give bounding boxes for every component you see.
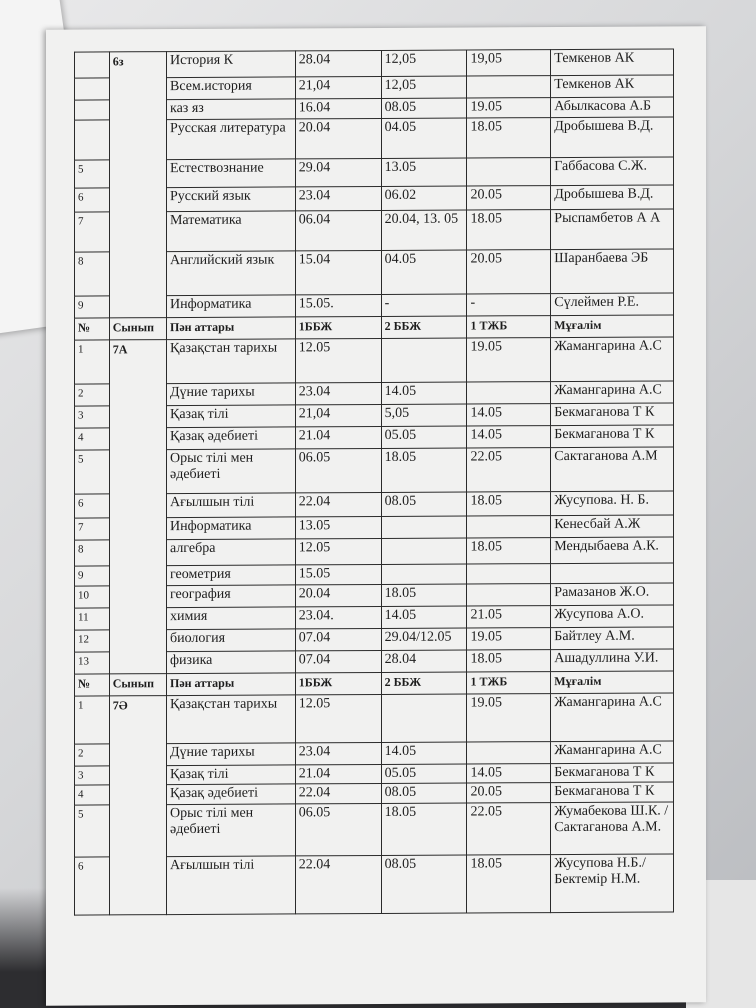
date-1tzhb-cell [467, 158, 551, 186]
subject-cell: Русский язык [166, 187, 295, 212]
subject-cell: Қазақ әдебиеті [166, 784, 295, 805]
teacher-cell: Абылкасова А.Б [551, 97, 674, 118]
date-1bbzh-cell: 28.04 [295, 50, 381, 76]
date-1bbzh-cell: 06.05 [295, 448, 381, 492]
row-number: 11 [75, 608, 110, 630]
subject-cell: химия [166, 607, 295, 630]
date-1tzhb-cell: 14.05 [467, 764, 551, 783]
header-cell: 1 ТЖБ [467, 672, 551, 694]
date-1bbzh-cell: 15.05. [295, 294, 381, 316]
teacher-cell: Дробышева В.Д. [551, 185, 674, 210]
date-1tzhb-cell: 20.05 [467, 783, 551, 803]
date-1bbzh-cell: 15.04 [295, 250, 381, 294]
teacher-cell: Дробышева В.Д. [551, 117, 674, 158]
date-1bbzh-cell: 12.05 [295, 338, 381, 382]
table-header-row [75, 315, 674, 340]
date-1tzhb-cell: - [467, 294, 551, 316]
teacher-cell: Жамангарина А.С [551, 693, 674, 742]
date-2bbzh-cell: 28.04 [381, 650, 467, 672]
date-1tzhb-cell [467, 584, 551, 606]
date-1bbzh-cell: 21.04 [295, 764, 381, 783]
header-cell: 1ББЖ [295, 672, 381, 694]
date-1bbzh-cell: 21,04 [295, 76, 381, 98]
date-2bbzh-cell: 05.05 [381, 764, 467, 783]
row-number: 3 [75, 406, 110, 428]
table-row [75, 49, 674, 78]
subject-cell: Естествознание [166, 159, 295, 188]
date-1bbzh-cell: 12.05 [295, 694, 381, 742]
subject-cell: биология [166, 629, 295, 652]
date-1tzhb-cell: 20.05 [467, 186, 551, 210]
date-2bbzh-cell: 08.05 [381, 855, 467, 913]
header-cell: 2 ББЖ [381, 316, 467, 338]
row-number: 6 [75, 494, 110, 518]
date-1bbzh-cell: 22.04 [295, 855, 381, 913]
subject-cell: Орыс тілі мен әдебиеті [166, 449, 295, 494]
subject-cell: Қазақ тілі [166, 765, 295, 785]
date-2bbzh-cell: 5,05 [381, 404, 467, 426]
subject-cell: Қазақ әдебиеті [166, 427, 295, 450]
row-number [75, 120, 110, 160]
subject-cell: Информатика [166, 517, 295, 540]
subject-cell: Дүние тарихы [166, 743, 295, 766]
teacher-cell: Габбасова С.Ж. [551, 157, 674, 186]
subject-cell: Ағылшын тілі [166, 856, 295, 915]
date-1tzhb-cell: 22.05 [467, 803, 551, 855]
date-1bbzh-cell: 06.04 [295, 210, 381, 250]
date-1tzhb-cell: 18.05 [467, 492, 551, 516]
teacher-cell: Байтлеу А.М. [551, 627, 674, 650]
subject-cell: Всем.история [166, 77, 295, 100]
row-number: 9 [75, 296, 110, 318]
row-number: 5 [75, 805, 110, 857]
row-number: 1 [75, 340, 110, 384]
date-2bbzh-cell: 14.05 [381, 606, 467, 628]
date-1tzhb-cell [467, 382, 551, 404]
date-1bbzh-cell: 21,04 [295, 404, 381, 426]
row-number: 5 [75, 160, 110, 188]
date-1bbzh-cell: 22.04 [295, 783, 381, 803]
date-1tzhb-cell: 22.05 [467, 448, 551, 492]
teacher-cell: Жумабекова Ш.К. / Сактаганова А.М. [551, 802, 674, 855]
schedule-table [74, 48, 674, 915]
row-number: 7 [75, 212, 110, 252]
class-cell: 7Ә [109, 696, 166, 915]
date-2bbzh-cell: 04.05 [381, 250, 467, 294]
teacher-cell: Кенесбай А.Ж [551, 515, 674, 538]
date-1tzhb-cell [467, 516, 551, 538]
header-cell: Мұғалім [551, 315, 674, 338]
date-2bbzh-cell: 14.05 [381, 382, 467, 404]
date-1bbzh-cell: 06.05 [295, 803, 381, 855]
teacher-cell: Жамангарина А.С [551, 381, 674, 404]
date-1bbzh-cell: 20.04 [295, 118, 381, 158]
date-1tzhb-cell: 18.05 [467, 118, 551, 158]
teacher-cell: Жусупова Н.Б./Бектемір Н.М. [551, 854, 674, 913]
date-2bbzh-cell: 20.04, 13. 05 [381, 210, 467, 250]
date-2bbzh-cell [381, 564, 467, 584]
subject-cell: Дүние тарихы [166, 383, 295, 406]
date-2bbzh-cell: 08.05 [381, 783, 467, 803]
date-1bbzh-cell: 16.04 [295, 98, 381, 118]
teacher-cell: Темкенов АК [551, 75, 674, 98]
date-1tzhb-cell: 18.05 [467, 210, 551, 250]
row-number [75, 52, 110, 78]
date-2bbzh-cell: 29.04/12.05 [381, 628, 467, 650]
header-cell: Сынып [109, 318, 166, 340]
teacher-cell: Жусупова А.О. [551, 605, 674, 628]
date-1tzhb-cell: 19,05 [467, 50, 551, 76]
row-number: 13 [75, 652, 110, 674]
date-1tzhb-cell: 14.05 [467, 404, 551, 426]
date-1tzhb-cell: 20.05 [467, 250, 551, 294]
teacher-cell: Бекмаганова Т К [551, 425, 674, 448]
table-row [75, 337, 674, 384]
subject-cell: Қазақстан тарихы [166, 695, 295, 744]
date-2bbzh-cell: 08.05 [381, 492, 467, 516]
subject-cell: История К [166, 51, 295, 78]
subject-cell: каз яз [166, 99, 295, 120]
date-1tzhb-cell [467, 742, 551, 764]
date-1tzhb-cell: 19.05 [467, 694, 551, 742]
date-2bbzh-cell: 08.05 [381, 98, 467, 118]
date-1tzhb-cell [467, 564, 551, 584]
teacher-cell: Жусупова. Н. Б. [551, 491, 674, 516]
date-1tzhb-cell: 18.05 [467, 855, 551, 913]
class-cell: 6з [109, 52, 166, 318]
teacher-cell: Бекмаганова Т К [551, 403, 674, 426]
date-2bbzh-cell: 05.05 [381, 426, 467, 448]
row-number: 4 [75, 785, 110, 805]
header-cell: 2 ББЖ [381, 672, 467, 694]
date-2bbzh-cell: - [381, 294, 467, 316]
row-number: 6 [75, 188, 110, 212]
date-1tzhb-cell: 19.05 [467, 338, 551, 382]
subject-cell: Математика [166, 211, 295, 252]
date-1bbzh-cell: 07.04 [295, 650, 381, 672]
row-number: 2 [75, 744, 110, 766]
date-2bbzh-cell [381, 694, 467, 742]
date-1bbzh-cell: 22.04 [295, 492, 381, 516]
header-cell: № [75, 674, 110, 696]
class-cell: 7А [109, 340, 166, 674]
header-cell: Пән аттары [166, 317, 295, 340]
date-1tzhb-cell: 14.05 [467, 426, 551, 448]
row-number: 8 [75, 540, 110, 566]
date-2bbzh-cell [381, 338, 467, 382]
schedule-table-body [75, 49, 674, 915]
subject-cell: Английский язык [166, 251, 295, 296]
row-number: 2 [75, 384, 110, 406]
teacher-cell: Темкенов АК [551, 49, 674, 76]
date-2bbzh-cell [381, 538, 467, 564]
date-2bbzh-cell [381, 516, 467, 538]
date-2bbzh-cell: 13.05 [381, 158, 467, 186]
header-cell: Пән аттары [166, 673, 295, 696]
teacher-cell: Сүлеймен Р.Е. [551, 293, 674, 316]
document-page [46, 26, 706, 1005]
teacher-cell: Ашадуллина У.И. [551, 649, 674, 672]
row-number: 10 [75, 586, 110, 608]
teacher-cell: Жамангарина А.С [551, 337, 674, 382]
teacher-cell: Мендыбаева А.К. [551, 537, 674, 564]
header-cell: Мұғалім [551, 671, 674, 694]
date-1bbzh-cell: 21.04 [295, 426, 381, 448]
date-1tzhb-cell: 18.05 [467, 650, 551, 672]
date-1bbzh-cell: 29.04 [295, 158, 381, 186]
table-header-row [75, 671, 674, 696]
date-2bbzh-cell: 12,05 [381, 50, 467, 76]
row-number [75, 78, 110, 100]
row-number: 4 [75, 428, 110, 450]
subject-cell: Русская литература [166, 119, 295, 160]
teacher-cell: Жамангарина А.С [551, 741, 674, 764]
date-2bbzh-cell: 14.05 [381, 742, 467, 764]
date-2bbzh-cell: 12,05 [381, 76, 467, 98]
teacher-cell [551, 563, 674, 584]
date-1bbzh-cell: 12.05 [295, 538, 381, 564]
teacher-cell: Бекмаганова Т К [551, 782, 674, 803]
header-cell: 1 ТЖБ [467, 316, 551, 338]
date-2bbzh-cell: 18.05 [381, 803, 467, 855]
subject-cell: география [166, 585, 295, 608]
teacher-cell: Рыспамбетов А А [551, 209, 674, 250]
date-2bbzh-cell: 04.05 [381, 118, 467, 158]
table-row [75, 693, 674, 744]
date-1bbzh-cell: 07.04 [295, 628, 381, 650]
row-number: 3 [75, 766, 110, 785]
row-number: 6 [75, 857, 110, 915]
date-1bbzh-cell: 13.05 [295, 516, 381, 538]
teacher-cell: Сактаганова А.М [551, 447, 674, 492]
date-1bbzh-cell: 20.04 [295, 584, 381, 606]
subject-cell: геометрия [166, 565, 295, 586]
header-cell: № [75, 318, 110, 340]
date-1tzhb-cell: 19.05 [467, 628, 551, 650]
subject-cell: Қазақ тілі [166, 405, 295, 428]
date-1bbzh-cell: 23.04 [295, 742, 381, 764]
subject-cell: Информатика [166, 295, 295, 318]
subject-cell: алгебра [166, 539, 295, 566]
subject-cell: Ағылшын тілі [166, 493, 295, 518]
date-1bbzh-cell: 23.04 [295, 382, 381, 404]
row-number: 1 [75, 696, 110, 744]
teacher-cell: Бекмаганова Т К [551, 763, 674, 783]
teacher-cell: Шаранбаева ЭБ [551, 249, 674, 294]
date-1tzhb-cell: 21.05 [467, 606, 551, 628]
subject-cell: Орыс тілі мен әдебиеті [166, 804, 295, 857]
date-2bbzh-cell: 18.05 [381, 584, 467, 606]
header-cell: Сынып [109, 674, 166, 696]
row-number [75, 100, 110, 120]
row-number: 8 [75, 252, 110, 296]
teacher-cell: Рамазанов Ж.О. [551, 583, 674, 606]
row-number: 9 [75, 566, 110, 586]
date-1bbzh-cell: 15.05 [295, 564, 381, 584]
date-1tzhb-cell [467, 76, 551, 98]
row-number: 5 [75, 450, 110, 494]
row-number: 7 [75, 518, 110, 540]
date-2bbzh-cell: 06.02 [381, 186, 467, 210]
date-1tzhb-cell: 18.05 [467, 538, 551, 564]
subject-cell: Қазақстан тарихы [166, 339, 295, 384]
date-1tzhb-cell: 19.05 [467, 98, 551, 118]
row-number: 12 [75, 630, 110, 652]
date-1bbzh-cell: 23.04 [295, 186, 381, 210]
date-2bbzh-cell: 18.05 [381, 448, 467, 492]
header-cell: 1ББЖ [295, 316, 381, 338]
subject-cell: физика [166, 651, 295, 674]
date-1bbzh-cell: 23.04. [295, 606, 381, 628]
